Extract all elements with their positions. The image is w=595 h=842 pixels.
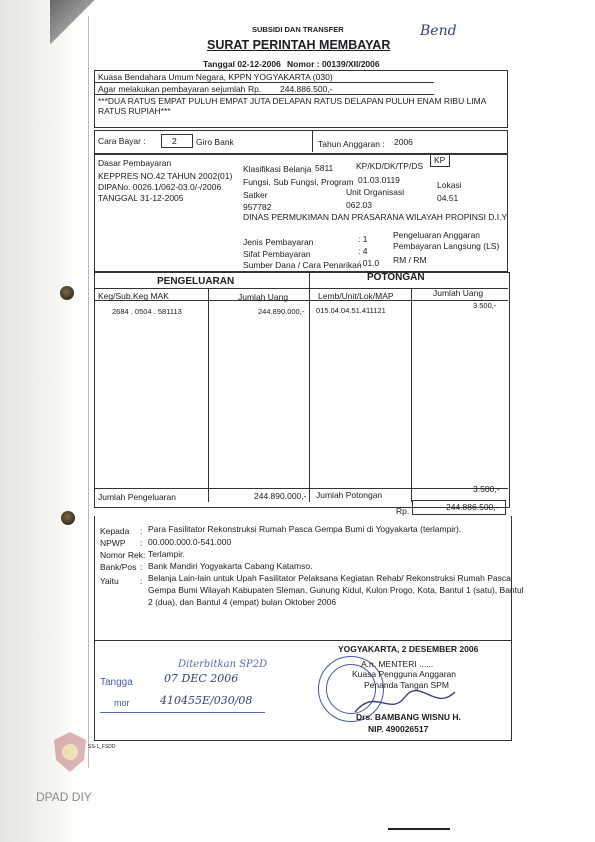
row-keg: 2684 . 0504 . 581113 (112, 307, 182, 316)
sumber-label: Sumber Dana / Cara Penarikan (243, 260, 362, 270)
npwp-label: NPWP (100, 538, 126, 548)
kp-box-value: KP (434, 155, 446, 165)
fungsi-value: 01.03.0119 (358, 175, 400, 185)
total-pengeluaran-label: Jumlah Pengeluaran (98, 492, 176, 502)
satker-value: 957782 (243, 202, 272, 212)
row-lemb: 015.04.04.51.411121 (316, 306, 386, 315)
jenis-label: Jenis Pembayaran (243, 237, 314, 247)
sign-place-date: YOGYAKARTA, 2 DESEMBER 2006 (338, 644, 479, 654)
net-rp: Rp. (396, 506, 410, 516)
total-pengeluaran-value: 244.890.000,- (254, 491, 307, 501)
payment-row (94, 130, 508, 154)
bank-value: Bank Mandiri Yogyakarta Cabang Katamso. (148, 561, 313, 571)
col-jumlah-header: Jumlah Uang (238, 292, 289, 302)
row-jumlah: 244.890.000,- (258, 307, 305, 316)
bottom-bar (388, 828, 450, 830)
col-lemb-header: Lemb/Unit/Lok/MAP (318, 291, 394, 301)
amount-in-words: ***DUA RATUS EMPAT PULUH EMPAT JUTA DELAPAN RATUS DELAPAN PULUH ENAM RIBU LIMA RATUS RUPIAH*** (98, 96, 486, 116)
unit-label: Unit Organisasi (346, 187, 405, 197)
sign-name: Drs. BAMBANG WISNU H. (356, 712, 461, 722)
net-amount: 244.886.500,- (446, 502, 499, 512)
page-title: SURAT PERINTAH MEMBAYAR (207, 38, 391, 52)
sp2d-nomor-value: 410455E/030/08 (160, 694, 253, 707)
cara-bayar-value: Giro Bank (196, 137, 234, 147)
sp2d-title: Diterbitkan SP2D (178, 659, 268, 670)
handwritten-note: Bend (420, 23, 457, 39)
total-potongan-value: 3.500,- (473, 484, 500, 494)
unit-value: 062.03 (346, 200, 372, 210)
basis-line1: KEPPRES NO.42 TAHUN 2002(01) (98, 171, 233, 181)
sp2d-tanggal-label: Tangga (100, 677, 133, 688)
col-jumlah2-header: Jumlah Uang (433, 288, 484, 298)
norek-label: Nomor Rek: (100, 550, 146, 560)
amount-value: 244.886.500,- (280, 84, 333, 94)
kepada-label: Kepada (100, 526, 130, 536)
tahun-label: Tahun Anggaran : (318, 139, 385, 149)
sifat-label: Sifat Pembayaran (243, 249, 311, 259)
row-potongan: 3.500,- (473, 301, 497, 310)
lokasi-label: Lokasi (437, 180, 462, 190)
cara-bayar-code-box (161, 134, 193, 148)
yaitu-label: Yaitu (100, 576, 119, 586)
punch-hole-bottom (61, 511, 75, 525)
yaitu-line3: 2 (dua), dan Bantul 4 (empat) bulan Oktober 2006 (148, 597, 337, 607)
belanja-value: 5811 (315, 163, 334, 173)
sign-role1: Kuasa Pengguna Anggaran (352, 669, 456, 679)
tahun-value: 2006 (394, 137, 413, 147)
number-line: Nomor : 00139/XII/2006 (287, 59, 380, 69)
sign-nip: NIP. 490026517 (368, 724, 429, 734)
sumber-value: RM / RM (393, 255, 427, 265)
basis-line2: DIPANo. 0026.1/062-03.0/-/2006 (98, 182, 222, 192)
sign-role2: Penanda Tangan SPM (364, 680, 449, 690)
kepada-value: Para Fasilitator Rekonstruksi Rumah Pasca Gempa Bumi di Yogyakarta (terlampir). (148, 524, 462, 534)
yaitu-line1: Belanja Lain-lain untuk Upah Fasilitator Pelaksana Kegiatan Rehab/ Rekonstruksi Rumah Pasca (148, 573, 511, 583)
cara-bayar-code: 2 (172, 136, 177, 146)
total-potongan-label: Jumlah Potongan (316, 490, 383, 500)
norek-value: Terlampir. (148, 549, 185, 559)
amount-rp: Rp. (248, 84, 262, 94)
punch-hole-top (60, 286, 74, 300)
yaitu-line2: Gempa Bumi Wilayah Kabupaten Sleman, Gunung Kidul, Kulon Progo, Kota, Bantul 1 (satu), Bantul (148, 585, 524, 595)
pengeluaran-title: PENGELUARAN (157, 276, 235, 287)
fungsi-label: Fungsi, Sub Fungsi, Program (243, 177, 354, 187)
jenis-code: : 1 (358, 234, 368, 244)
sign-an: A.n. MENTERI ...... (361, 659, 434, 669)
sifat-code: : 4 (358, 246, 368, 256)
jenis-value: Pengeluaran Anggaran (393, 230, 480, 240)
sumber-code: : 01.0 (358, 258, 380, 268)
org-name: SUBSIDI DAN TRANSFER (252, 25, 344, 34)
potongan-title: POTONGAN (367, 272, 425, 283)
satker-label: Satker (243, 190, 268, 200)
addressee-line: Kuasa Bendahara Umum Negara, KPPN YOGYAKARTA (030) (98, 72, 333, 82)
dinas-name: DINAS PERMUKIMAN DAN PRASARANA WILAYAH PROPINSI D.I.Y (243, 212, 508, 222)
sp2d-tanggal-value: 07 DEC 2006 (164, 672, 239, 685)
npwp-value: 00.000.000.0-541.000 (148, 537, 232, 547)
sifat-value: Pembayaran Langsung (LS) (393, 241, 500, 251)
sp2d-nomor-label: mor (114, 698, 130, 708)
date-line: Tanggal 02-12-2006 (203, 59, 281, 69)
bank-label: Bank/Pos (100, 562, 137, 572)
basis-line3: TANGGAL 31-12-2005 (98, 193, 184, 203)
kp-code: KP/KD/DK/TP/DS (356, 161, 424, 171)
dpad-logo (50, 730, 90, 774)
page-shadow (0, 0, 70, 842)
belanja-label: Klasifikasi Belanja (243, 164, 312, 174)
cara-bayar-label: Cara Bayar : (98, 136, 146, 146)
col-keg-header: Keg/Sub.Keg MAK (98, 291, 169, 301)
form-code: SS-1_FSDD (88, 744, 116, 750)
watermark: DPAD DIY (36, 790, 92, 804)
amount-label: Agar melakukan pembayaran sejumlah (98, 84, 246, 94)
basis-label: Dasar Pembayaran (98, 158, 172, 168)
lokasi-value: 04.51 (437, 193, 459, 203)
sp2d-stamp (100, 658, 270, 718)
